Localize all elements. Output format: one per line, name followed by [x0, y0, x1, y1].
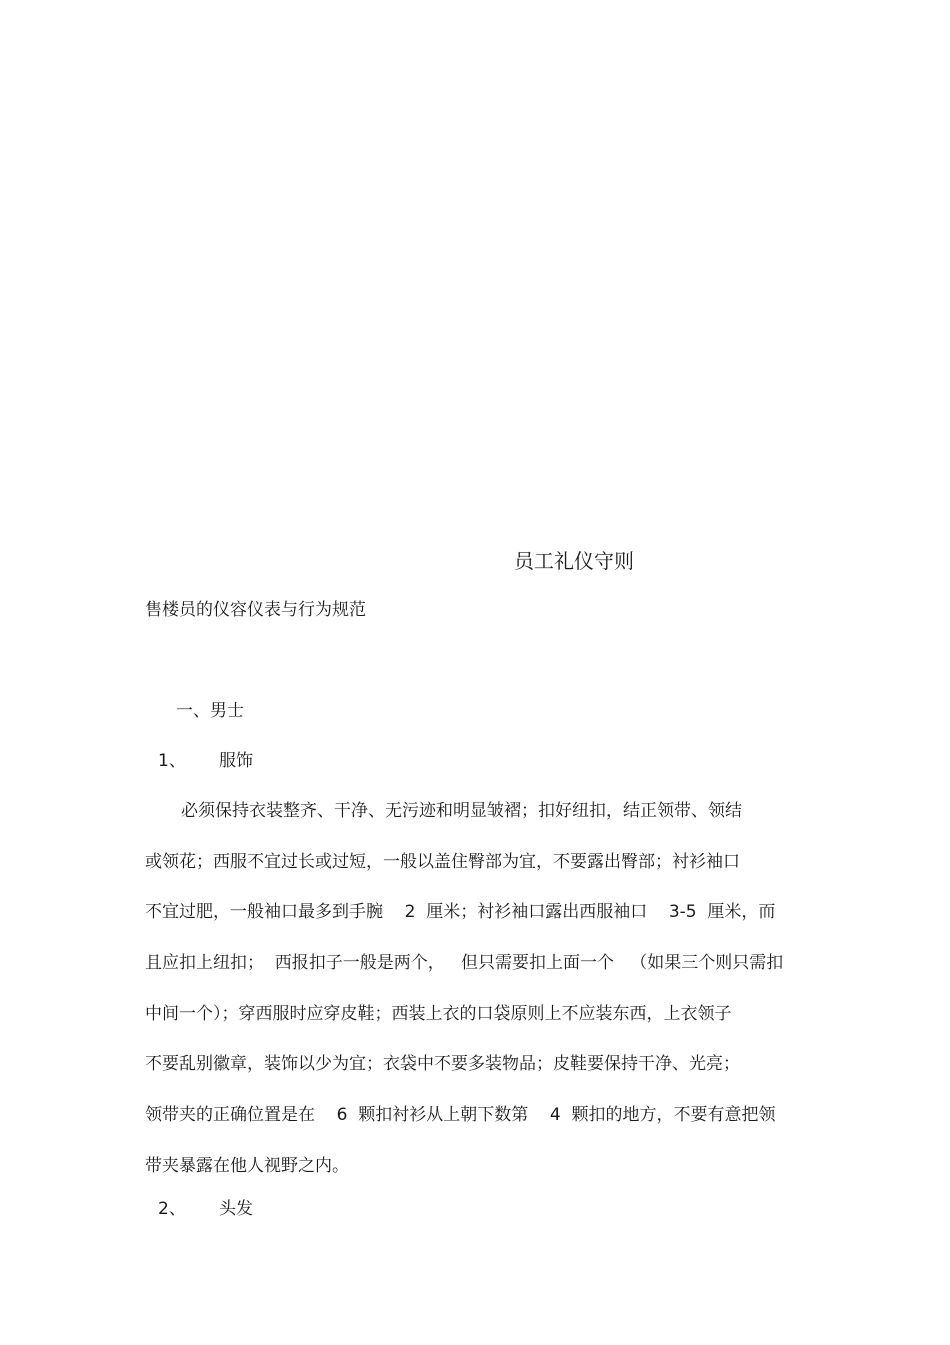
paragraph-line: 中间一个）；穿西服时应穿皮鞋；西装上衣的口袋原则上不应装东西，上衣领子 — [145, 1003, 732, 1024]
document-subtitle: 售楼员的仪容仪表与行为规范 — [145, 600, 366, 620]
paragraph-line: 必须保持衣装整齐、干净、无污迹和明显皱褶；扣好纽扣，结正领带、领结 — [181, 801, 742, 821]
section-heading-men: 一、男士 — [176, 701, 244, 721]
document-title: 员工礼仪守则 — [514, 549, 634, 573]
paragraph-line: 不宜过肥，一般袖口最多到手腕 2 厘米；衬衫袖口露出西服袖口 3-5 厘米，而 — [145, 902, 776, 923]
paragraph-line: 带夹暴露在他人视野之内。 — [145, 1155, 349, 1176]
paragraph-line: 领带夹的正确位置是在 6 颗扣衬衫从上朝下数第 4 颗扣的地方，不要有意把领 — [145, 1105, 776, 1126]
item-number: 1、 — [158, 751, 186, 771]
clothing-paragraph — [145, 800, 815, 1206]
paragraph-line: 或领花；西服不宜过长或过短，一般以盖住臀部为宜，不要露出臀部；衬衫袖口 — [145, 851, 740, 872]
item-number: 2、 — [158, 1199, 186, 1219]
item-label: 头发 — [219, 1199, 253, 1219]
paragraph-line: 不要乱别徽章，装饰以少为宜；衣袋中不要多装物品；皮鞋要保持干净、光亮； — [145, 1054, 740, 1075]
item-label: 服饰 — [219, 751, 253, 771]
paragraph-line: 且应扣上纽扣； 西报扣子一般是两个， 但只需要扣上面一个 （如果三个则只需扣 — [145, 953, 784, 974]
